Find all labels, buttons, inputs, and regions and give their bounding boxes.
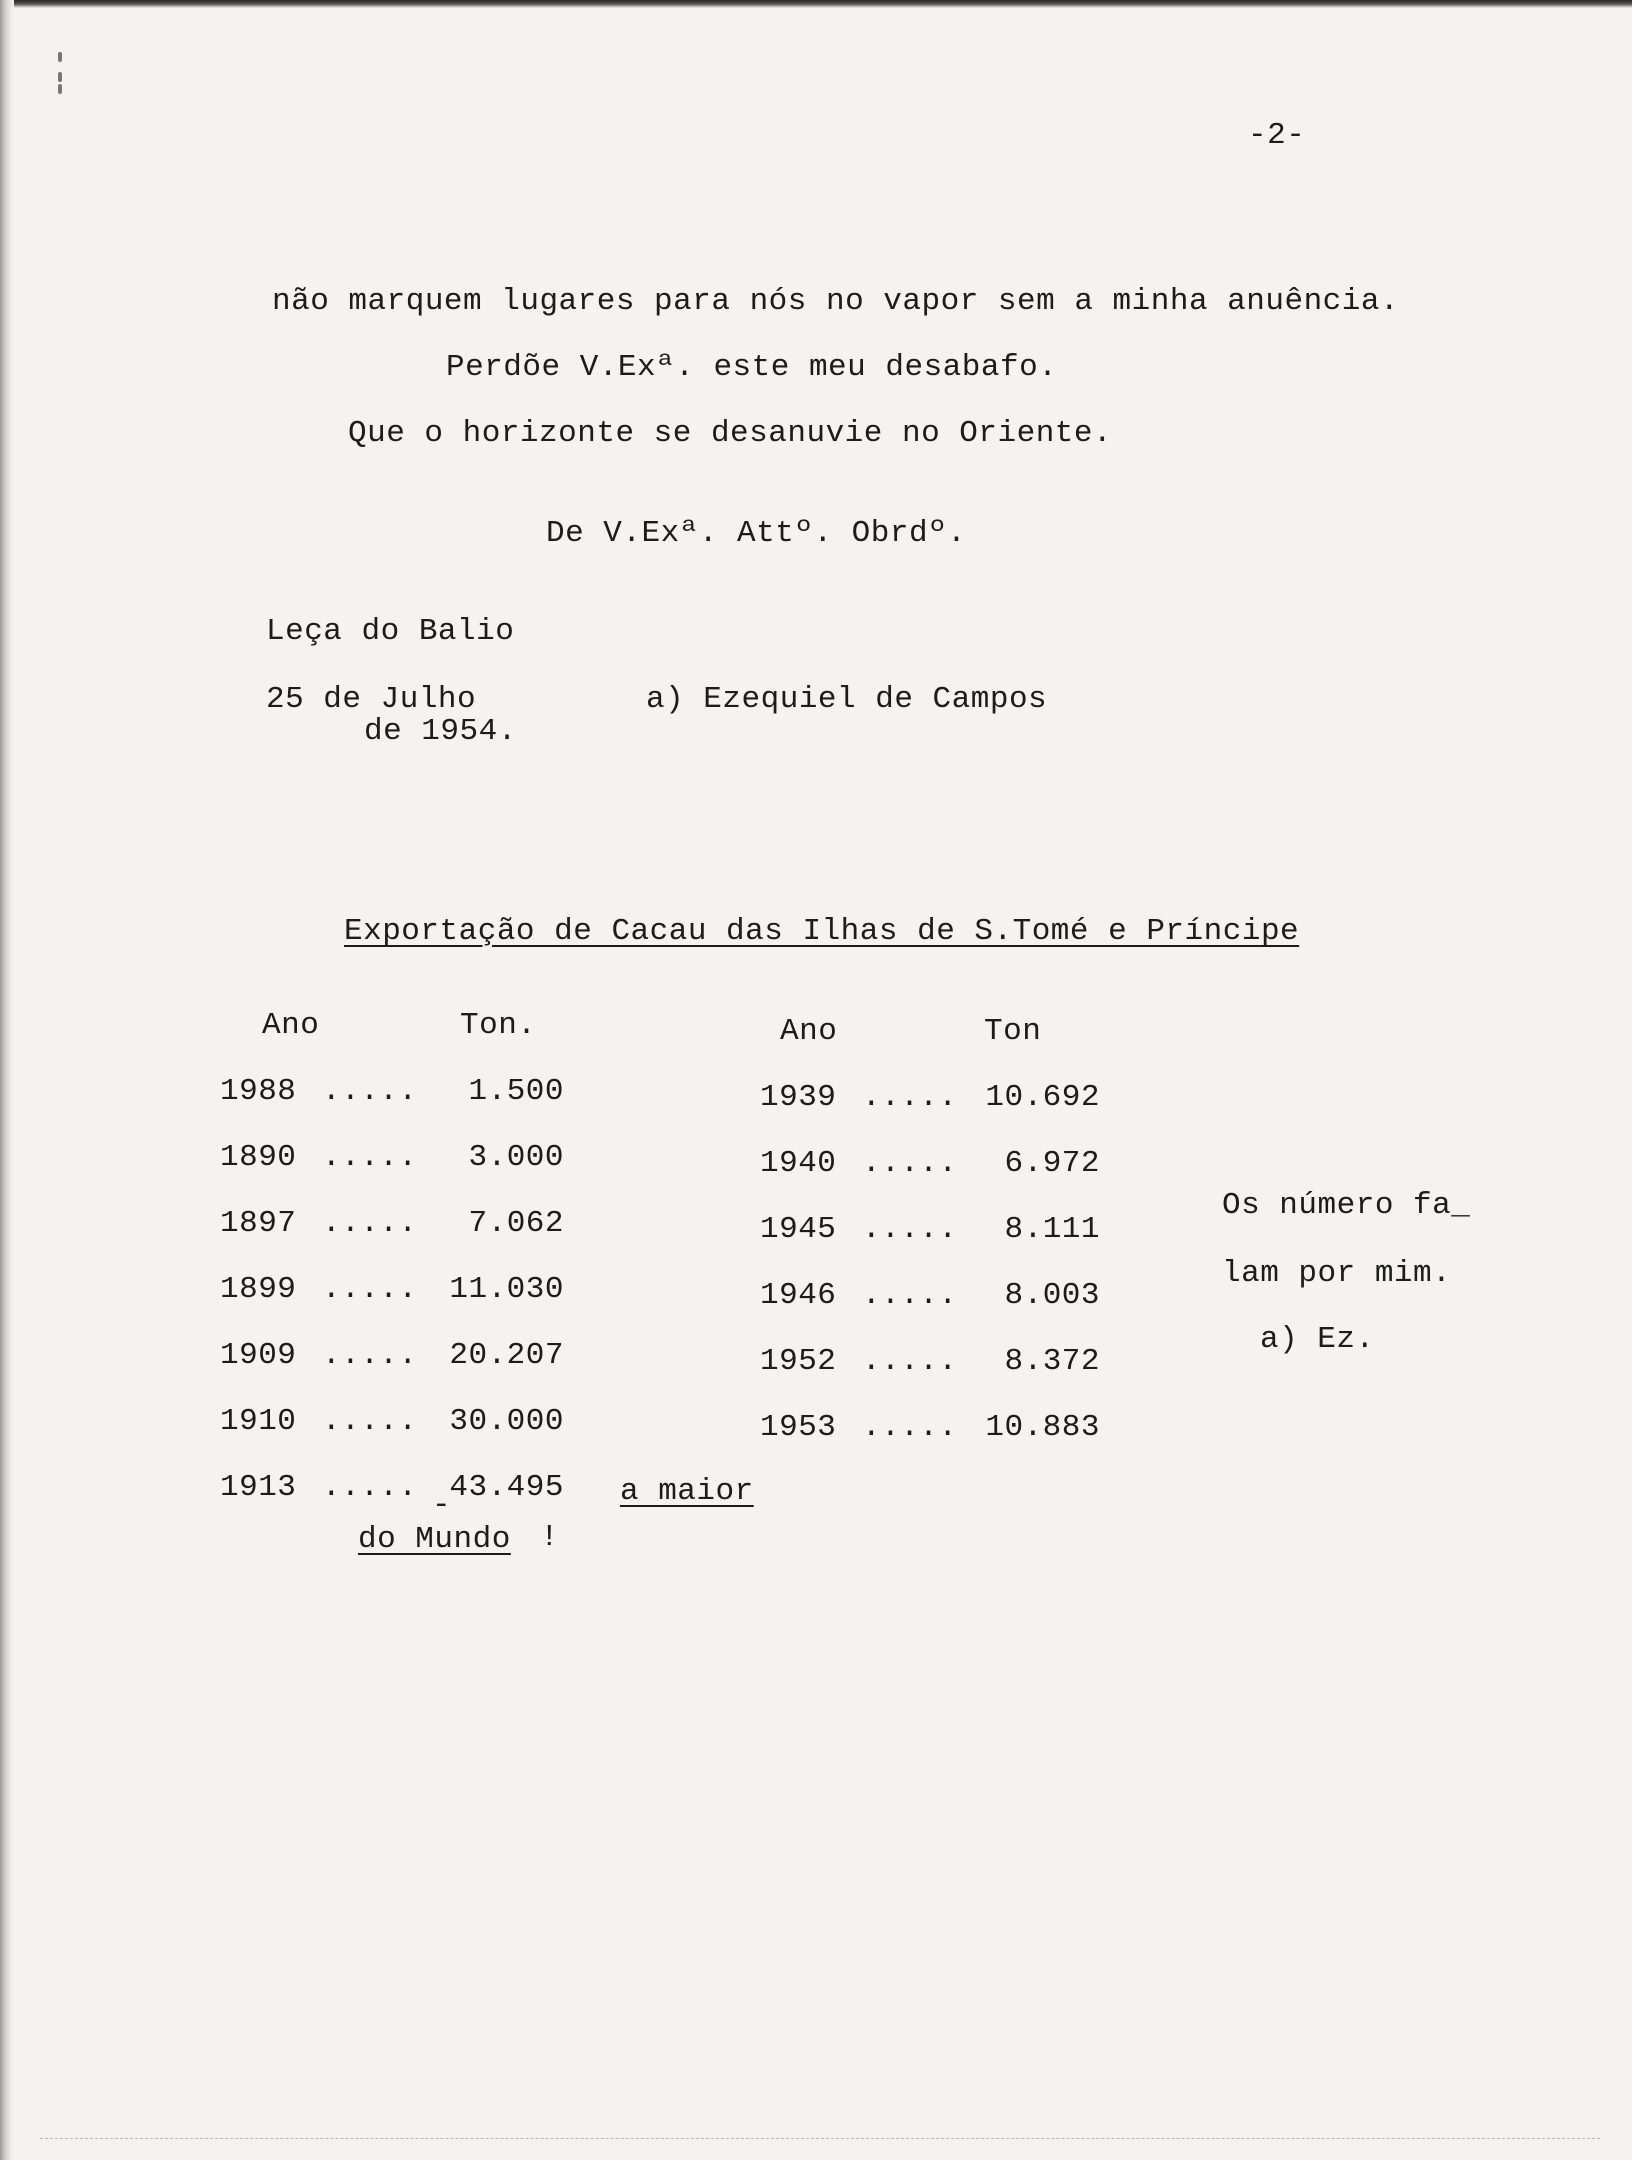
letter-signature: a) Ezequiel de Campos — [646, 682, 1048, 717]
right-row-tons: 10.692 — [985, 1080, 1100, 1115]
table-title: Exportação de Cacau das Ilhas de S.Tomé e Príncipe — [344, 914, 1300, 949]
right-row-leader: ..... — [862, 1080, 958, 1115]
left-row-tons: 3.000 — [468, 1140, 564, 1175]
record-note-line-1: a maior — [620, 1474, 754, 1509]
binding-mark — [58, 72, 62, 82]
side-note-line-1: Os número fa_ — [1222, 1188, 1471, 1223]
left-row-leader: ..... — [322, 1140, 418, 1175]
right-row-year: 1953 — [760, 1410, 837, 1445]
right-row-leader: ..... — [862, 1146, 958, 1181]
record-note-line-2: do Mundo — [358, 1522, 511, 1557]
left-header-year: Ano — [262, 1008, 320, 1043]
left-row-year: 1909 — [220, 1338, 297, 1373]
right-row-year: 1946 — [760, 1278, 837, 1313]
right-row-leader: ..... — [862, 1344, 958, 1379]
left-row-year: 1899 — [220, 1272, 297, 1307]
right-row-leader: ..... — [862, 1212, 958, 1247]
right-header-tons: Ton — [984, 1014, 1042, 1049]
left-row-tons: 43.495 — [449, 1470, 564, 1505]
left-row-year: 1910 — [220, 1404, 297, 1439]
letter-line-1: não marquem lugares para nós no vapor sem a minha anuência. — [272, 284, 1400, 319]
binding-mark — [58, 52, 62, 62]
right-header-year: Ano — [780, 1014, 838, 1049]
right-row-leader: ..... — [862, 1278, 958, 1313]
left-row-tons: 20.207 — [449, 1338, 564, 1373]
right-row-tons: 10.883 — [985, 1410, 1100, 1445]
left-row-tons: 30.000 — [449, 1404, 564, 1439]
left-row-leader: ..... — [322, 1470, 418, 1505]
left-row-leader: ..... — [322, 1206, 418, 1241]
right-row-year: 1940 — [760, 1146, 837, 1181]
left-row-year: 1913 — [220, 1470, 297, 1505]
binding-mark — [58, 84, 62, 94]
letter-line-2: Perdõe V.Exª. este meu desabafo. — [446, 350, 1058, 385]
side-note-signature: a) Ez. — [1260, 1322, 1375, 1357]
left-row-year: 1890 — [220, 1140, 297, 1175]
right-row-leader: ..... — [862, 1410, 958, 1445]
left-row-leader: ..... — [322, 1338, 418, 1373]
left-row-leader: ..... — [322, 1272, 418, 1307]
left-row-year: 1897 — [220, 1206, 297, 1241]
left-row-leader: ..... — [322, 1404, 418, 1439]
page-number: -2- — [1248, 118, 1306, 153]
left-row-leader: ..... — [322, 1074, 418, 1109]
letter-closing: De V.Exª. Attº. Obrdº. — [546, 516, 967, 551]
right-row-year: 1939 — [760, 1080, 837, 1115]
left-row-tons: 11.030 — [449, 1272, 564, 1307]
record-dash: - — [432, 1488, 452, 1523]
letter-line-3: Que o horizonte se desanuvie no Oriente. — [348, 416, 1113, 451]
right-row-tons: 8.003 — [1004, 1278, 1100, 1313]
letter-date-line-2: de 1954. — [364, 714, 517, 749]
right-row-year: 1945 — [760, 1212, 837, 1247]
letter-date-line-1: 25 de Julho — [266, 682, 477, 717]
page-top-edge — [0, 0, 1632, 8]
left-row-tons: 1.500 — [468, 1074, 564, 1109]
left-header-tons: Ton. — [460, 1008, 537, 1043]
left-row-year: 1988 — [220, 1074, 297, 1109]
right-row-tons: 8.372 — [1004, 1344, 1100, 1379]
right-row-tons: 8.111 — [1004, 1212, 1100, 1247]
right-row-tons: 6.972 — [1004, 1146, 1100, 1181]
right-row-year: 1952 — [760, 1344, 837, 1379]
left-row-tons: 7.062 — [468, 1206, 564, 1241]
page-left-edge — [0, 0, 14, 2160]
letter-place: Leça do Balio — [266, 614, 515, 649]
side-note-line-2: lam por mim. — [1222, 1256, 1452, 1291]
page-bottom-edge — [40, 2138, 1600, 2139]
record-exclamation: ! — [540, 1520, 560, 1555]
